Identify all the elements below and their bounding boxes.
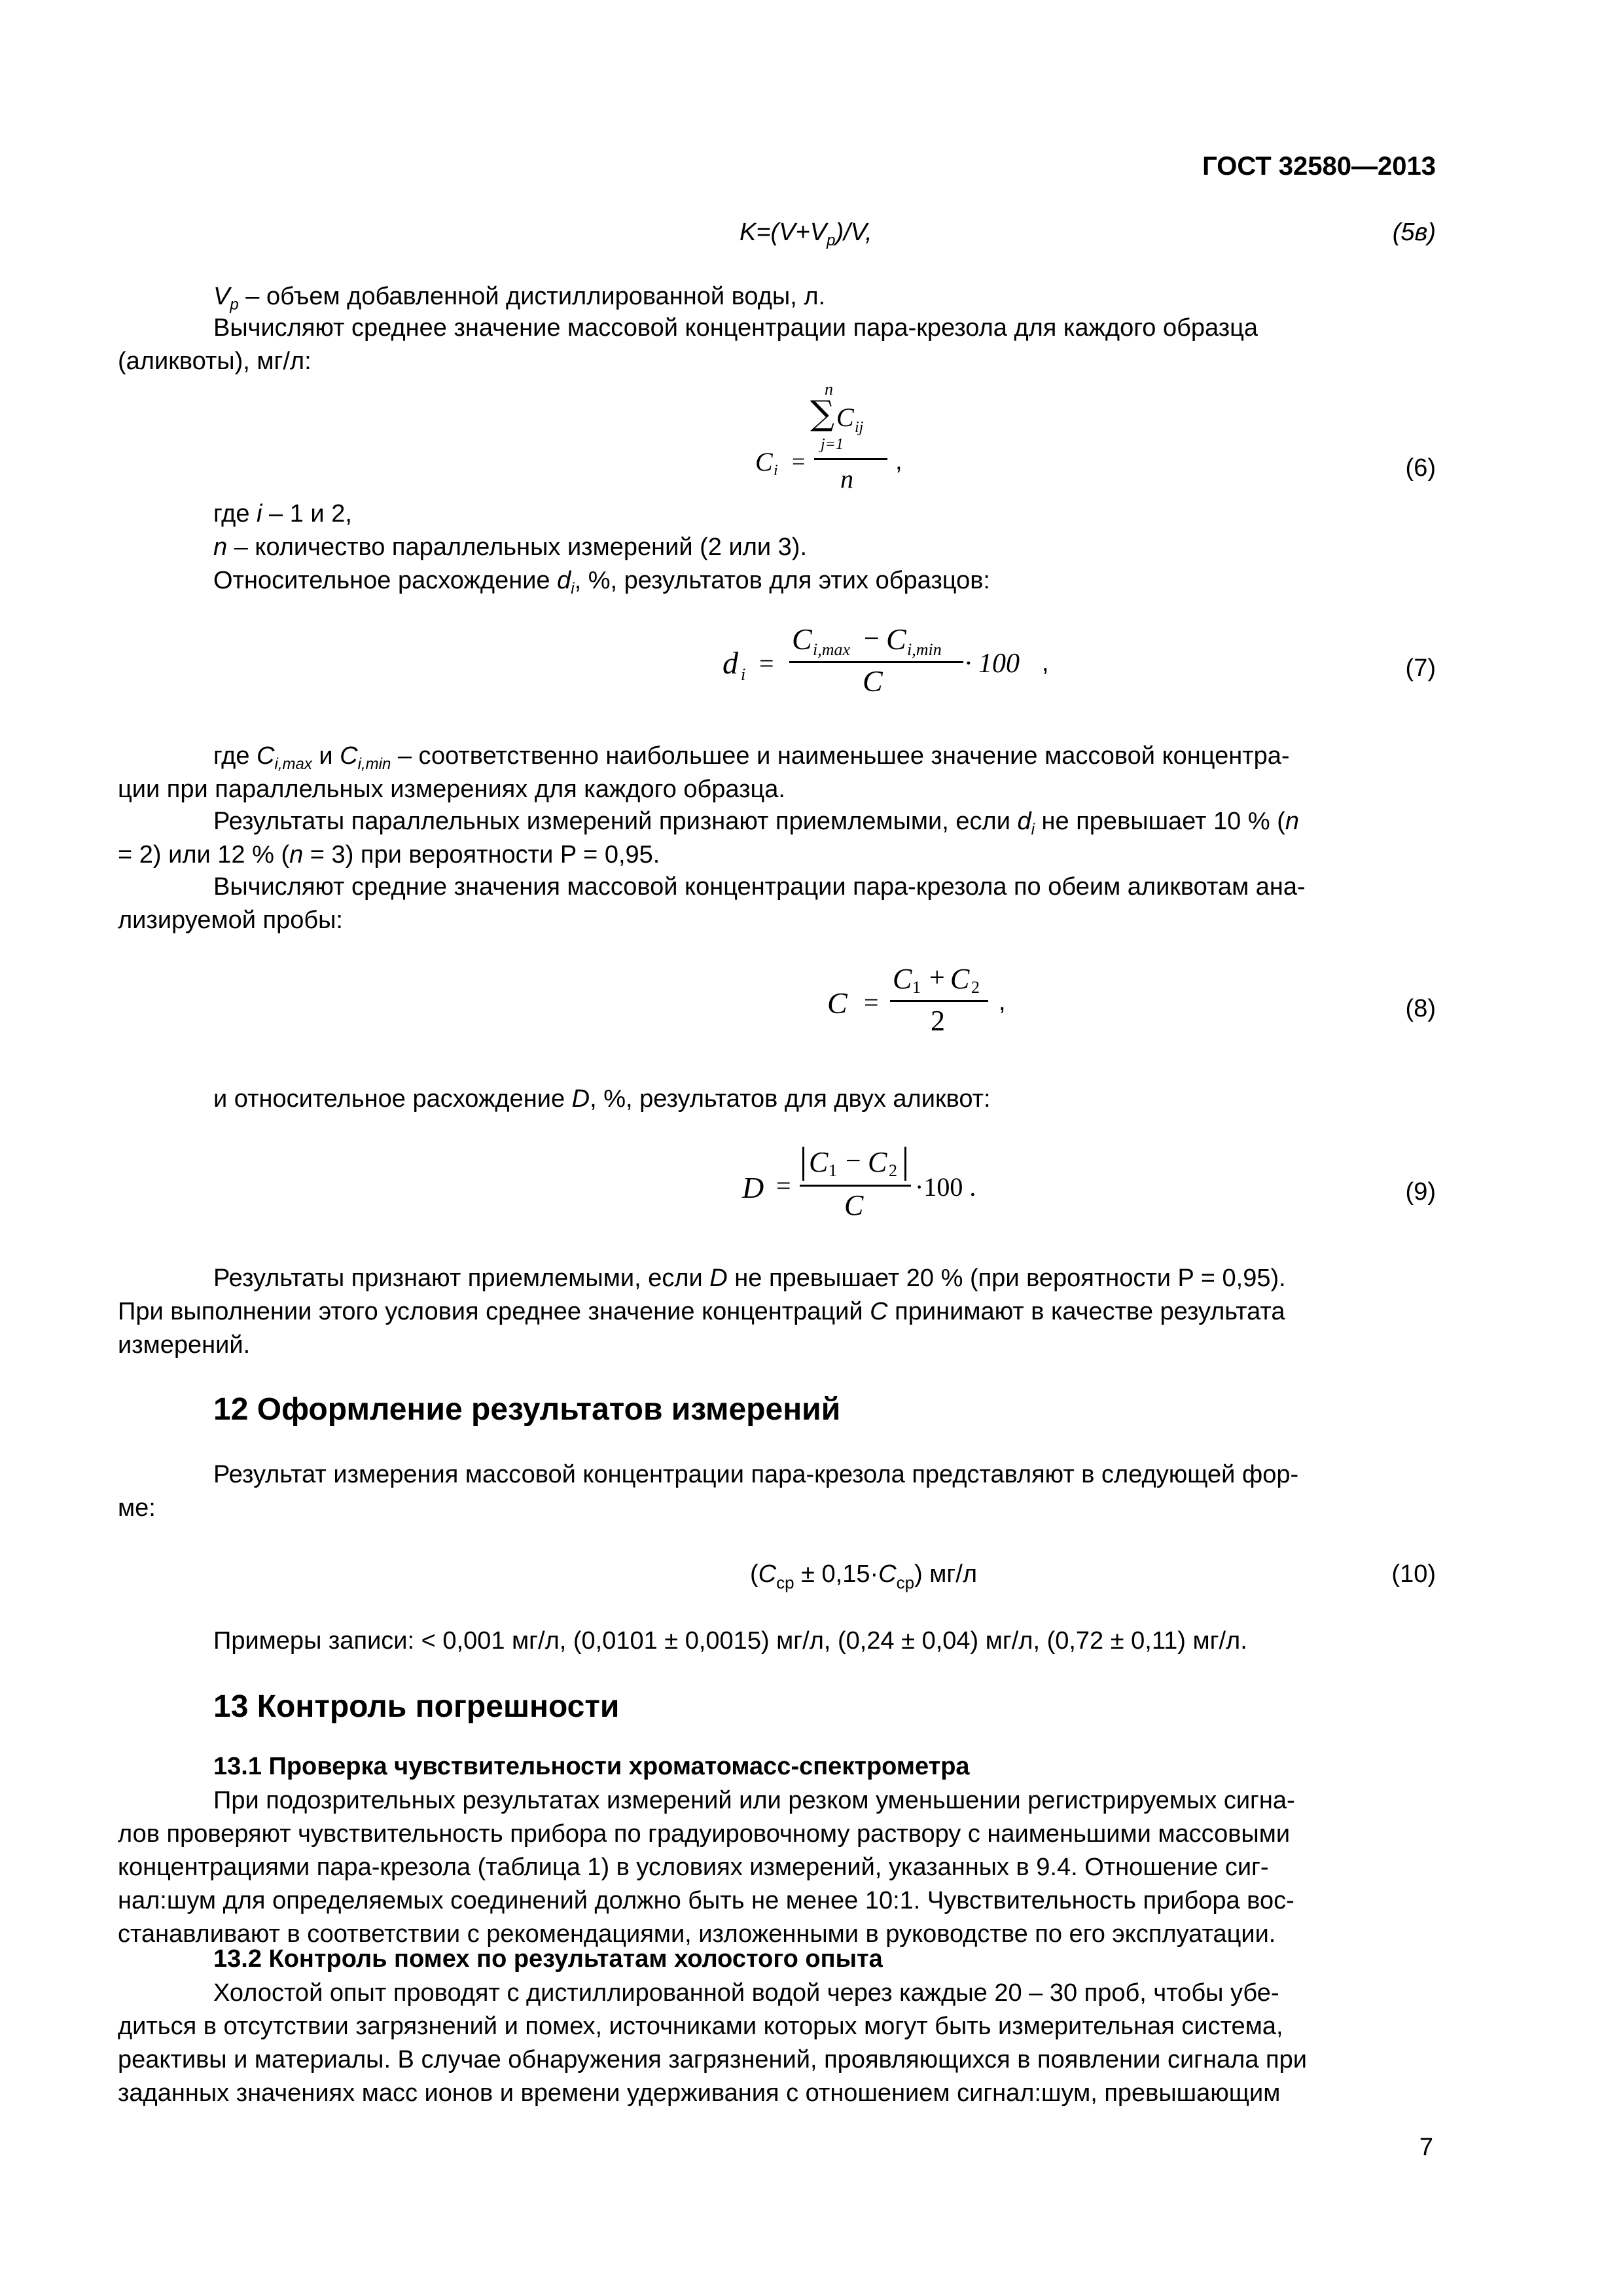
- equation-number-10: (10): [1391, 1560, 1436, 1588]
- equation-6: n ∑ C ij j=1 C i = n ,: [755, 380, 902, 493]
- document-code: ГОСТ 32580—2013: [1202, 152, 1436, 181]
- mean-paragraph: Вычисляют среднее значение массовой концентрации пара-крезола для каждого образца (аликвоты), мг/л:: [118, 314, 1258, 375]
- section-13-2-title: 13.2 Контроль помех по результатам холостого опыта: [213, 1945, 883, 1973]
- equation-5v: $K=(V+V_p)/V$,: [740, 219, 872, 249]
- equation-number-9: (9): [1405, 1178, 1436, 1206]
- relative-diff-D: и относительное расхождение D, %, результатов для двух аликвот:: [213, 1085, 991, 1113]
- section-13-2-text: Холостой опыт проводят с дистиллированной водой через каждые 20 – 30 проб, чтобы убе- диться в отсутствии загрязнений и помех, источниками которых могут быть измерительная система, реактивы и материалы. В случае обнаружения загрязнений, проявляющихся в появлении сигнала при заданных значениях масс ионов и времени удерживания с отношением сигнал:шум, превышающим: [118, 1979, 1307, 2107]
- section-13-1-text: При подозрительных результатах измерений или резком уменьшении регистрируемых сигна- лов проверяют чувствительность прибора по градуировочному раствору с наименьшими массовыми концентрациями пара-крезола (таблица 1) в условиях измерений, указанных в 9.4. Отношение сиг- нал:шум для определяемых соединений должно быть не менее 10:1. Чувствительность прибора вос- станавливают в соответствии с рекомендациями, изложенными в руководстве по его эксплуатации.: [118, 1787, 1295, 1948]
- acceptance-D: Результаты признают приемлемыми, если D не превышает 20 % (при вероятности P = 0,95). При выполнении этого условия среднее значение концентраций C принимают в качестве результата измерений.: [118, 1265, 1286, 1359]
- equation-number-7: (7): [1405, 655, 1436, 682]
- page-number: 7: [1419, 2134, 1433, 2161]
- examples: Примеры записи: < 0,001 мг/л, (0,0101 ± 0,0015) мг/л, (0,24 ± 0,04) мг/л, (0,72 ± 0,11) мг/л.: [213, 1627, 1247, 1655]
- equation-number-6: (6): [1405, 454, 1436, 482]
- equation-8: C = C 1 + C 2 2 ,: [827, 963, 1006, 1037]
- section-13-title: 13 Контроль погрешности: [213, 1689, 620, 1724]
- equation-9: D = C 1 − C 2 C ·100 .: [742, 1146, 976, 1221]
- equation-number-8: (8): [1405, 995, 1436, 1022]
- average-paragraph: Вычисляют средние значения массовой концентрации пара-крезола по обеим аликвотам ана- лизируемой пробы:: [118, 873, 1306, 934]
- where-6: где i – 1 и 2, n – количество параллельных измерений (2 или 3). Относительное расхождение $d_i$, %, результатов для этих образцов:: [213, 500, 990, 598]
- section-13-1-title: 13.1 Проверка чувствительности хроматомасс-спектрометра: [213, 1753, 970, 1780]
- section-12-title: 12 Оформление результатов измерений: [213, 1392, 841, 1427]
- vp-definition: $V_p$ – объем добавленной дистиллированной воды, л.: [213, 283, 826, 314]
- section-12-paragraph: Результат измерения массовой концентрации пара-крезола представляют в следующей фор- ме:: [118, 1461, 1299, 1522]
- acceptance-parallel: Результаты параллельных измерений признают приемлемыми, если $d_i$ не превышает 10 % (n = 2) или 12 % (n = 3) при вероятности P = 0,95.: [118, 808, 1299, 869]
- equation-10: $(C_{ср} \pm 0,15\cdot C_{ср})$ мг/л: [750, 1560, 978, 1592]
- where-7: где $C_{i,max}$ и $C_{i,min}$ – соответственно наибольшее и наименьшее значение массовой концентра- ции при параллельных измерениях для каждого образца.: [118, 742, 1290, 803]
- equation-number-5v: (5в): [1392, 219, 1436, 246]
- equation-7: d i = C i,max − C i,min C · 100 ,: [722, 622, 1049, 698]
